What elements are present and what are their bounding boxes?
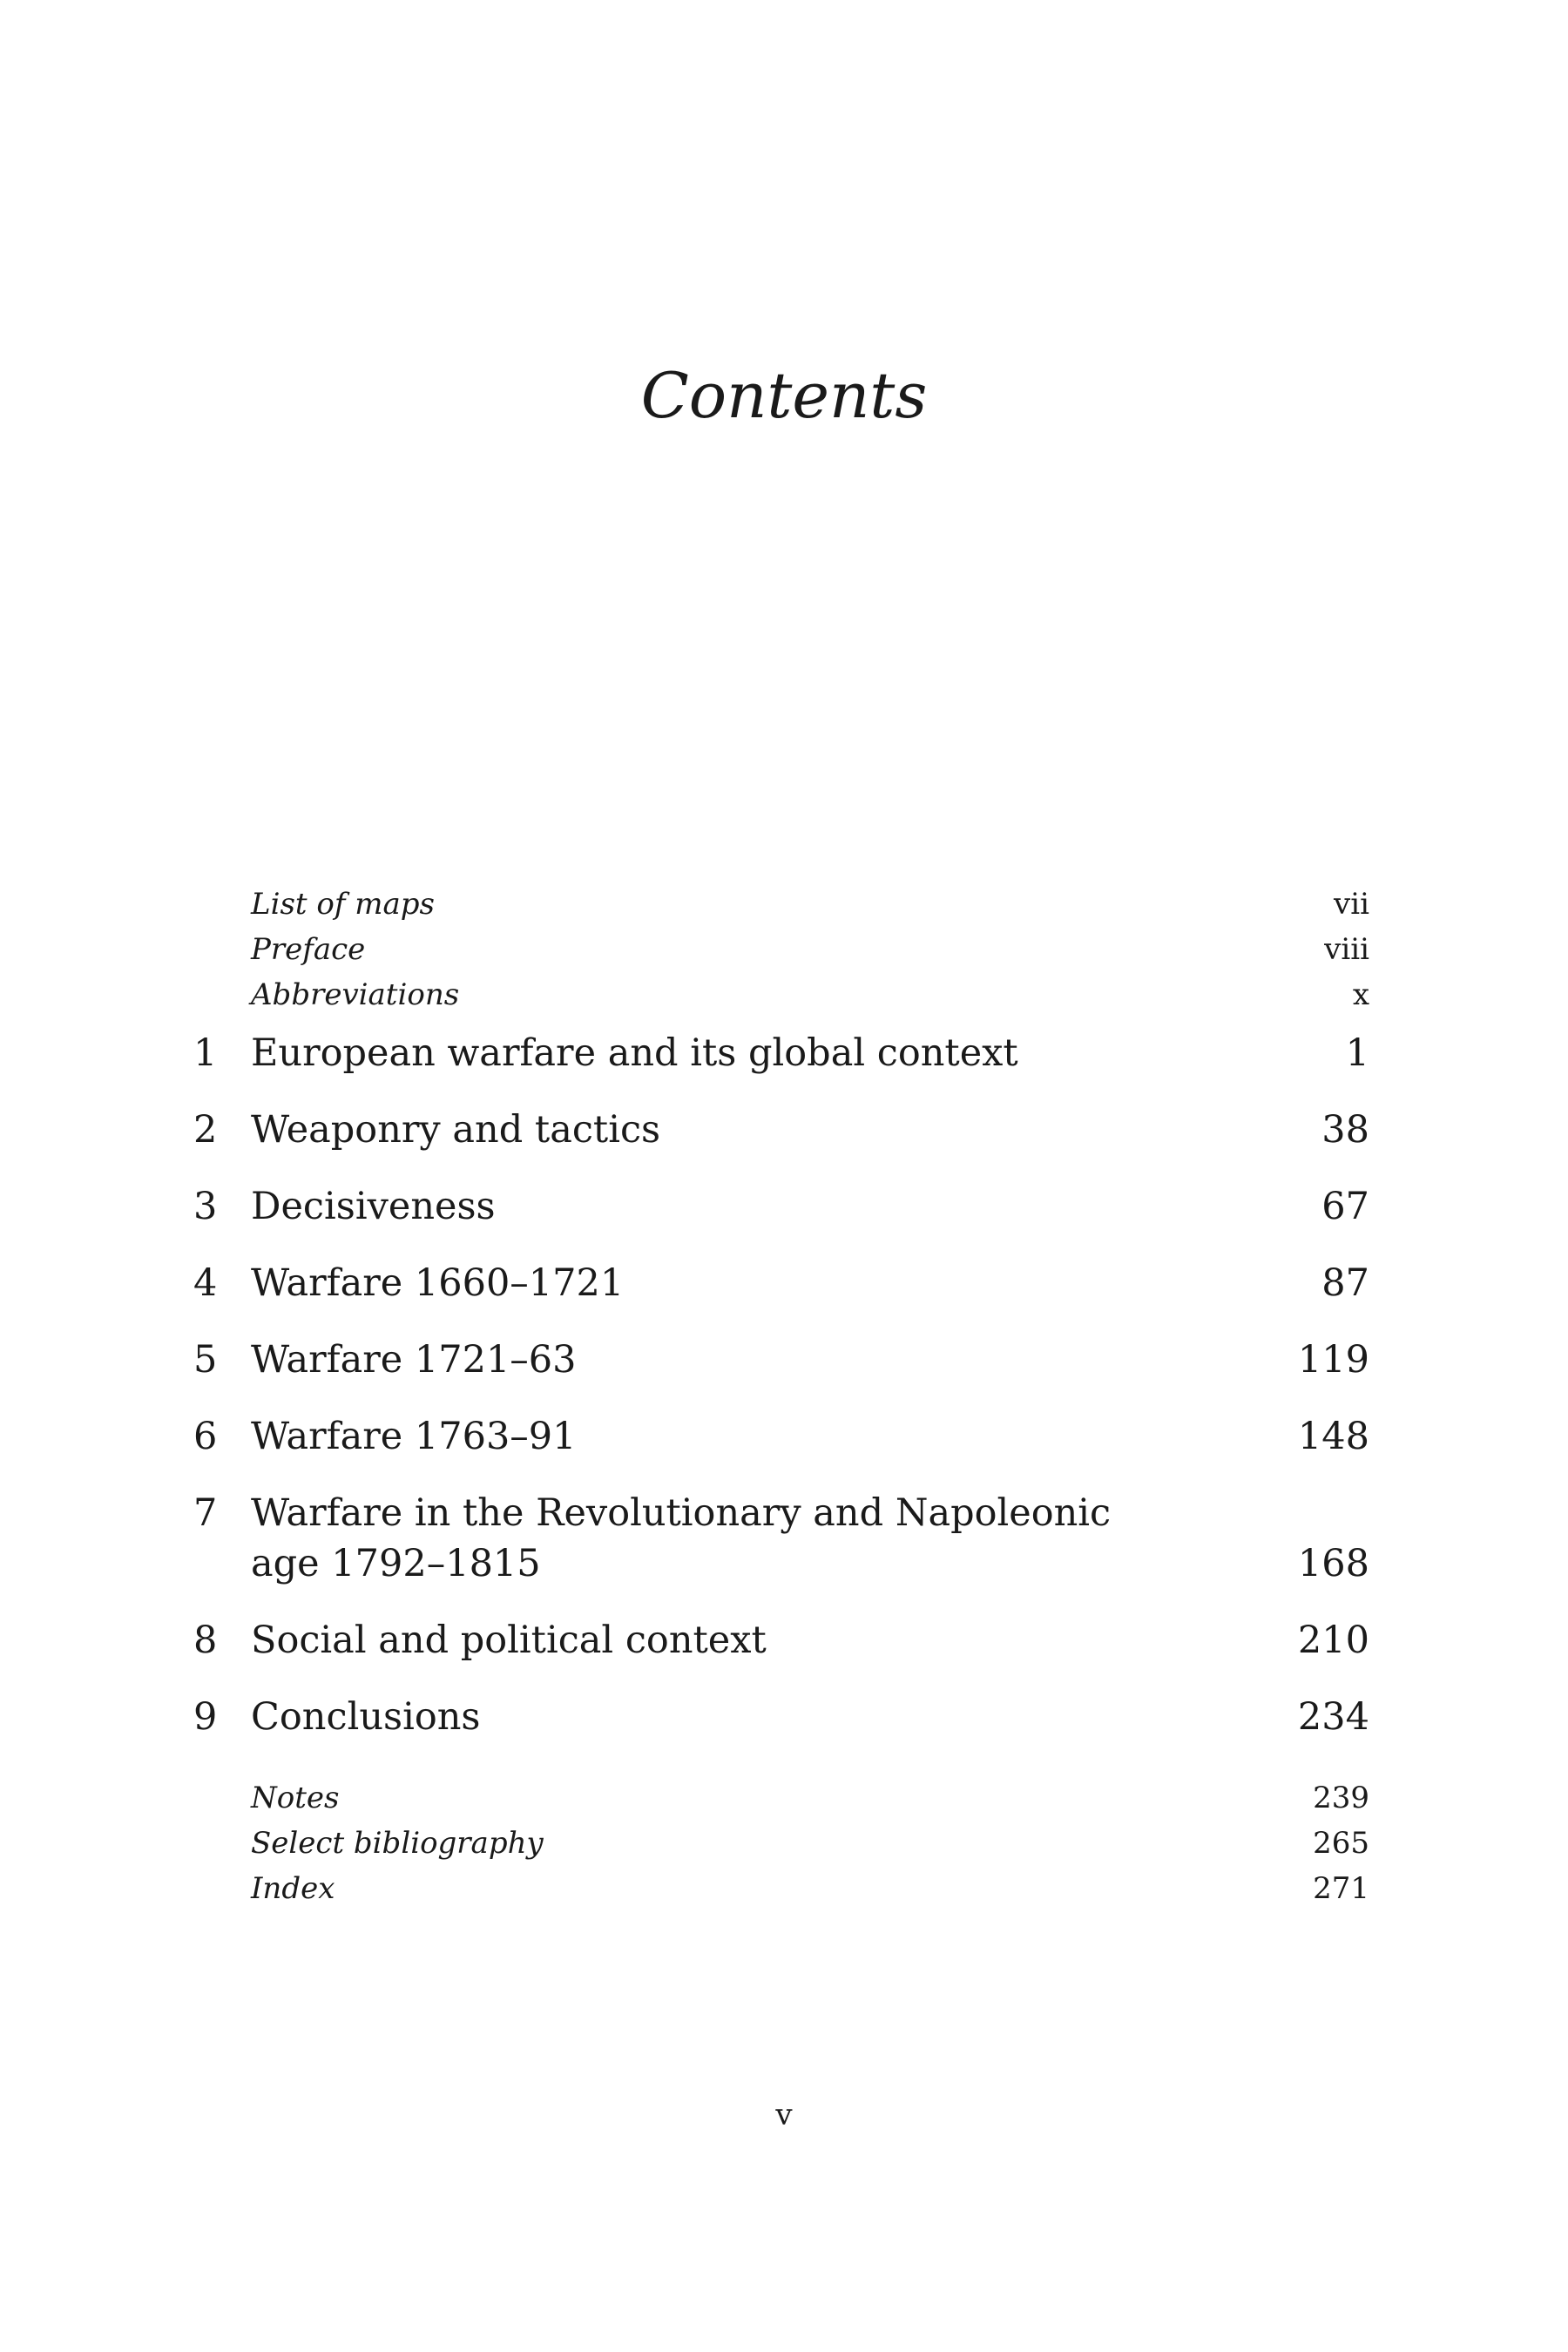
front-matter-list: [251, 882, 1369, 1017]
toc-chapter-3[interactable]: [193, 1181, 1369, 1232]
toc-chapter-4[interactable]: [193, 1258, 1369, 1308]
chapter-number: 2: [193, 1108, 218, 1152]
chapter-number: 5: [193, 1338, 218, 1382]
chapter-number: 3: [193, 1185, 218, 1228]
entry-page-number: vii: [1334, 887, 1369, 922]
chapter-title: Warfare 1660–1721: [251, 1261, 625, 1305]
chapter-number: 7: [193, 1491, 218, 1535]
entry-label: List of maps: [251, 887, 435, 922]
chapter-page-number: 38: [1321, 1108, 1369, 1152]
toc-entry-notes[interactable]: [251, 1775, 1369, 1821]
chapter-title: Social and political context: [251, 1619, 767, 1662]
chapter-page-number: 210: [1297, 1619, 1369, 1662]
chapter-title: Weaponry and tactics: [251, 1108, 661, 1152]
chapter-title: Warfare 1721–63: [251, 1338, 577, 1382]
chapter-number: 6: [193, 1415, 218, 1458]
toc-entry-select-bibliography[interactable]: [251, 1821, 1369, 1866]
toc-chapter-1[interactable]: [193, 1028, 1369, 1078]
toc-chapter-5[interactable]: [193, 1335, 1369, 1385]
chapter-title: Conclusions: [251, 1695, 481, 1739]
page-title: Contents: [640, 359, 928, 432]
chapter-number: 8: [193, 1619, 218, 1662]
chapter-number: 9: [193, 1695, 218, 1739]
chapter-page-number: 168: [1297, 1542, 1369, 1585]
entry-page-number: viii: [1324, 932, 1369, 967]
entry-label: Notes: [251, 1781, 340, 1815]
chapter-number: 4: [193, 1261, 218, 1305]
chapter-page-number: 87: [1321, 1261, 1369, 1305]
chapter-number: 1: [193, 1031, 218, 1075]
back-matter-list: [251, 1775, 1369, 1911]
entry-page-number: 239: [1313, 1781, 1369, 1815]
entry-label: Select bibliography: [251, 1826, 544, 1861]
entry-label: Preface: [251, 932, 366, 967]
entry-page-number: 271: [1313, 1871, 1369, 1906]
entry-label: Abbreviations: [251, 977, 460, 1012]
toc-chapter-6[interactable]: [193, 1411, 1369, 1462]
chapter-page-number: 148: [1297, 1415, 1369, 1458]
page-number-footer: v: [775, 2098, 793, 2132]
toc-chapter-9[interactable]: [193, 1692, 1369, 1742]
entry-page-number: x: [1352, 977, 1369, 1012]
toc-chapter-7[interactable]: [193, 1488, 1369, 1589]
toc-entry-list-of-maps[interactable]: [251, 882, 1369, 927]
entry-label: Index: [251, 1871, 335, 1906]
chapter-page-number: 67: [1321, 1185, 1369, 1228]
toc-entry-index[interactable]: [251, 1866, 1369, 1911]
toc-chapter-2[interactable]: [193, 1105, 1369, 1155]
chapter-title: Decisiveness: [251, 1185, 496, 1228]
toc-entry-preface[interactable]: [251, 927, 1369, 972]
chapter-title: Warfare in the Revolutionary and Napoleonic age 1792–1815: [251, 1491, 1112, 1585]
toc-entry-abbreviations[interactable]: [251, 972, 1369, 1017]
chapter-page-number: 1: [1345, 1031, 1369, 1075]
chapter-page-number: 119: [1297, 1338, 1369, 1382]
toc-chapter-8[interactable]: [193, 1615, 1369, 1666]
chapter-title: European warfare and its global context: [251, 1031, 1018, 1075]
entry-page-number: 265: [1313, 1826, 1369, 1861]
chapter-list: [193, 1028, 1369, 1768]
chapter-title: Warfare 1763–91: [251, 1415, 577, 1458]
chapter-page-number: 234: [1297, 1695, 1369, 1739]
